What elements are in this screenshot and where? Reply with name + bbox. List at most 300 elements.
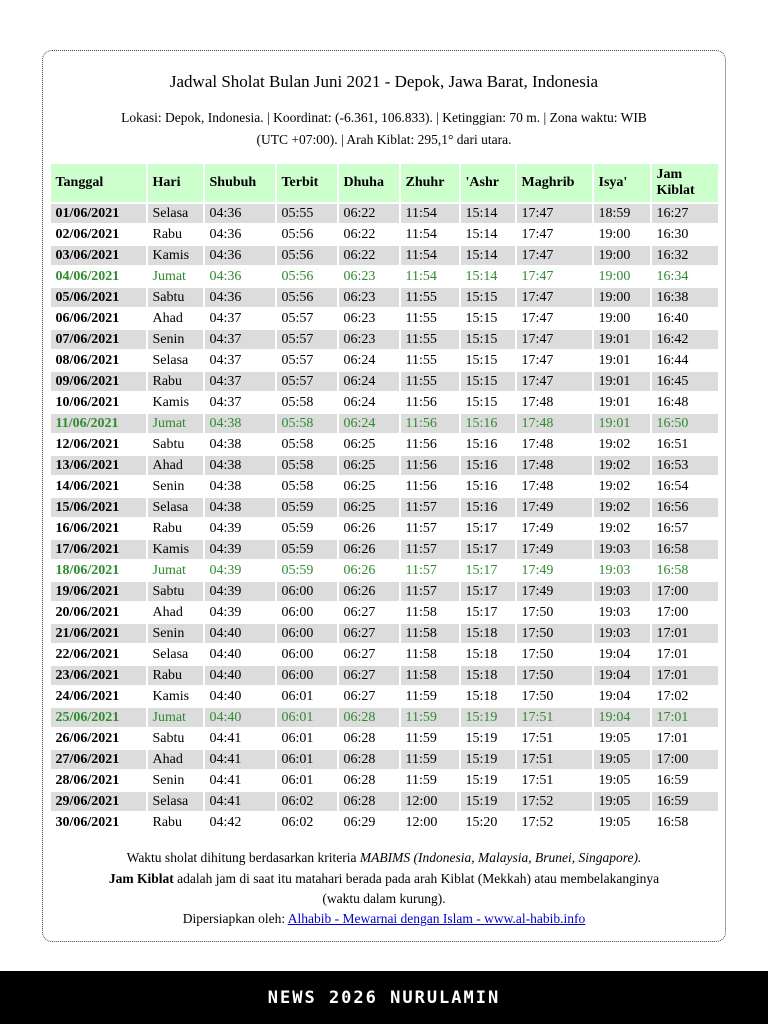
table-cell: 16:59 — [652, 792, 718, 811]
table-cell: 10/06/2021 — [55, 395, 120, 411]
table-cell: 04:36 — [209, 269, 242, 285]
table-cell: Senin — [152, 479, 185, 495]
table-cell: 15:19 — [465, 731, 498, 747]
table-cell: 06:29 — [343, 815, 376, 831]
table-cell: 03/06/2021 — [51, 246, 146, 265]
table-cell: 19:05 — [598, 815, 631, 831]
table-cell: 11:54 — [401, 246, 459, 265]
table-cell: 17:01 — [652, 666, 718, 685]
table-row — [51, 624, 718, 643]
table-cell: 16:48 — [656, 395, 689, 411]
column-header: Terbit — [277, 164, 337, 202]
table-cell: 22/06/2021 — [55, 647, 120, 663]
table-cell: 19:00 — [598, 269, 631, 285]
prayer-schedule-page — [42, 50, 726, 942]
table-cell: 16:30 — [656, 227, 689, 243]
table-cell: 19:02 — [598, 521, 631, 537]
table-cell: Rabu — [148, 666, 203, 685]
table-cell: 14/06/2021 — [55, 479, 120, 495]
bottom-banner — [0, 971, 768, 1024]
table-cell: 19:00 — [598, 227, 631, 243]
table-cell: 05:58 — [281, 437, 314, 453]
table-cell: 17:49 — [517, 540, 592, 559]
column-header: Jam Kiblat — [652, 164, 718, 202]
table-cell: 17:52 — [517, 792, 592, 811]
table-cell: 06:23 — [339, 288, 399, 307]
table-cell: 19:01 — [594, 330, 650, 349]
table-cell: Kamis — [152, 395, 190, 411]
table-cell: 06:26 — [343, 563, 376, 579]
table-cell: 19:03 — [598, 563, 631, 579]
table-row — [51, 351, 718, 370]
table-cell: 28/06/2021 — [55, 773, 120, 789]
table-row — [51, 288, 718, 307]
table-cell: 17:47 — [521, 311, 554, 327]
table-cell: 19:02 — [594, 498, 650, 517]
table-cell: 15:15 — [465, 353, 498, 369]
table-cell: Rabu — [152, 815, 183, 831]
table-cell: 19:00 — [594, 288, 650, 307]
table-cell: 05/06/2021 — [51, 288, 146, 307]
table-row — [51, 435, 718, 454]
table-cell: 30/06/2021 — [55, 815, 120, 831]
table-cell: 25/06/2021 — [51, 708, 146, 727]
table-row — [51, 750, 718, 769]
table-cell: 17:02 — [656, 689, 689, 705]
table-row — [51, 246, 718, 265]
table-cell: 19:04 — [598, 689, 631, 705]
table-cell: 15:19 — [461, 792, 515, 811]
table-cell: 11:54 — [401, 204, 459, 223]
table-cell: 06:00 — [277, 582, 337, 601]
table-cell: 04:37 — [205, 372, 275, 391]
table-cell: 16:56 — [652, 498, 718, 517]
table-cell: 11:59 — [401, 750, 459, 769]
table-cell: 13/06/2021 — [51, 456, 146, 475]
table-cell: 06:01 — [277, 750, 337, 769]
table-cell: 18:59 — [594, 204, 650, 223]
jam-kiblat-explanation: adalah jam di saat itu matahari berada pada arah Kiblat (Mekkah) atau membelakanginya — [173, 870, 660, 886]
table-cell: 06:23 — [343, 311, 376, 327]
table-cell: 04:40 — [205, 624, 275, 643]
table-cell: 06/06/2021 — [55, 311, 120, 327]
table-cell: 15:19 — [461, 750, 515, 769]
table-cell: 06:27 — [343, 647, 376, 663]
table-cell: 12:00 — [401, 792, 459, 811]
table-cell: Rabu — [152, 521, 183, 537]
table-row — [51, 603, 718, 622]
table-cell: 16:53 — [652, 456, 718, 475]
table-cell: 06:02 — [281, 815, 314, 831]
table-cell: 06:28 — [339, 750, 399, 769]
table-cell: 05:57 — [277, 372, 337, 391]
table-cell: 11:56 — [405, 479, 437, 495]
prayer-times-table — [49, 162, 720, 834]
column-header: Dhuha — [339, 164, 399, 202]
table-cell: Ahad — [152, 605, 183, 621]
table-cell: 04:39 — [205, 582, 275, 601]
location-info-line2: (UTC +07:00). | Arah Kiblat: 295,1° dari utara. — [256, 131, 512, 147]
table-cell: Ahad — [152, 311, 183, 327]
table-cell: Senin — [152, 773, 185, 789]
table-cell: 11:55 — [401, 330, 459, 349]
table-cell: 15:15 — [465, 395, 498, 411]
table-cell: 05:56 — [277, 246, 337, 265]
table-cell: 06:01 — [281, 773, 314, 789]
table-cell: 06:22 — [339, 246, 399, 265]
table-cell: 06:24 — [339, 372, 399, 391]
table-cell: 15:17 — [465, 521, 498, 537]
table-cell: 04:39 — [205, 540, 275, 559]
table-row — [51, 309, 718, 328]
table-cell: Senin — [148, 624, 203, 643]
table-cell: 15:17 — [461, 582, 515, 601]
table-cell: 05:58 — [277, 414, 337, 433]
table-cell: 04:40 — [205, 708, 275, 727]
table-cell: 17:47 — [517, 330, 592, 349]
column-header: Shubuh — [205, 164, 275, 202]
table-cell: 17:47 — [517, 204, 592, 223]
table-cell: 17:51 — [521, 731, 554, 747]
table-cell: 06:00 — [281, 605, 314, 621]
table-cell: 17:47 — [517, 372, 592, 391]
table-cell: 11:56 — [401, 414, 459, 433]
table-cell: 11:54 — [405, 269, 437, 285]
table-cell: 19:04 — [598, 647, 631, 663]
table-cell: 16:38 — [652, 288, 718, 307]
table-cell: 06:00 — [277, 624, 337, 643]
table-cell: 06:00 — [281, 647, 314, 663]
table-cell: Rabu — [148, 372, 203, 391]
table-cell: 06:27 — [339, 624, 399, 643]
table-cell: 04:40 — [205, 666, 275, 685]
table-row — [51, 687, 718, 706]
table-cell: 16:44 — [656, 353, 689, 369]
table-cell: 11/06/2021 — [51, 414, 146, 433]
table-cell: 06:01 — [281, 731, 314, 747]
table-row — [51, 519, 718, 538]
table-cell: 19:05 — [598, 773, 631, 789]
table-cell: 17/06/2021 — [51, 540, 146, 559]
table-cell: 17:49 — [521, 521, 554, 537]
table-cell: Ahad — [148, 456, 203, 475]
table-cell: 19:02 — [598, 479, 631, 495]
table-row — [51, 267, 718, 286]
table-cell: 17:47 — [517, 288, 592, 307]
table-row — [51, 561, 718, 580]
table-row — [51, 393, 718, 412]
table-cell: 05:59 — [277, 540, 337, 559]
table-row — [51, 204, 718, 223]
table-cell: 04:38 — [209, 479, 242, 495]
table-row — [51, 540, 718, 559]
table-cell: 17:50 — [517, 666, 592, 685]
table-cell: 19:01 — [598, 353, 631, 369]
table-cell: 06:26 — [339, 540, 399, 559]
table-cell: 06:28 — [339, 792, 399, 811]
table-cell: 12:00 — [405, 815, 438, 831]
table-cell: 11:58 — [401, 624, 459, 643]
table-cell: 16:45 — [652, 372, 718, 391]
table-row — [51, 330, 718, 349]
table-cell: 15:16 — [461, 414, 515, 433]
table-cell: 16:58 — [652, 540, 718, 559]
table-cell: 04:38 — [205, 456, 275, 475]
table-row — [51, 582, 718, 601]
table-cell: 11:57 — [401, 540, 459, 559]
table-cell: 15:14 — [461, 204, 515, 223]
table-cell: 06:27 — [343, 605, 376, 621]
table-cell: 17:51 — [517, 750, 592, 769]
table-cell: 02/06/2021 — [55, 227, 120, 243]
table-header-row — [51, 164, 718, 202]
table-cell: 17:00 — [652, 750, 718, 769]
table-cell: 16:57 — [656, 521, 689, 537]
table-cell: 15:14 — [465, 227, 498, 243]
table-cell: 16:51 — [656, 437, 689, 453]
table-cell: 04:36 — [205, 288, 275, 307]
table-cell: 15:16 — [461, 498, 515, 517]
table-row — [51, 414, 718, 433]
table-cell: Selasa — [148, 204, 203, 223]
table-cell: 06:27 — [343, 689, 376, 705]
table-cell: 16:58 — [656, 815, 689, 831]
table-cell: Sabtu — [152, 731, 185, 747]
table-row — [51, 813, 718, 832]
table-cell: 17:01 — [656, 647, 689, 663]
table-cell: 17:48 — [521, 395, 554, 411]
table-cell: 11:55 — [401, 288, 459, 307]
table-cell: 05:56 — [277, 288, 337, 307]
table-cell: Kamis — [152, 689, 190, 705]
table-cell: Sabtu — [148, 582, 203, 601]
table-cell: 11:55 — [405, 353, 437, 369]
table-cell: 16/06/2021 — [55, 521, 120, 537]
table-row — [51, 645, 718, 664]
table-cell: 17:47 — [521, 353, 554, 369]
table-cell: 06:22 — [339, 204, 399, 223]
table-cell: 04:41 — [209, 773, 242, 789]
table-cell: 15:18 — [461, 666, 515, 685]
table-cell: 12/06/2021 — [55, 437, 120, 453]
table-cell: 04:37 — [209, 395, 242, 411]
table-cell: 11:56 — [405, 437, 437, 453]
calc-note-criteria: MABIMS (Indonesia, Malaysia, Brunei, Singapore). — [359, 850, 642, 866]
column-header: Tanggal — [51, 164, 146, 202]
table-cell: 19:01 — [598, 395, 631, 411]
table-cell: 15:18 — [465, 689, 498, 705]
table-row — [51, 456, 718, 475]
table-cell: 05:57 — [281, 353, 314, 369]
table-cell: 15:14 — [465, 269, 498, 285]
table-cell: 16:40 — [656, 311, 689, 327]
table-cell: 05:59 — [281, 563, 314, 579]
table-cell: 15:15 — [461, 330, 515, 349]
table-row — [51, 477, 718, 496]
table-cell: 11:57 — [401, 582, 459, 601]
table-cell: 05:58 — [281, 479, 314, 495]
table-cell: 06:28 — [339, 708, 399, 727]
alhabib-link[interactable]: Alhabib - Mewarnai dengan Islam - www.al-habib.info — [287, 911, 586, 927]
column-header: Zhuhr — [401, 164, 459, 202]
table-cell: 19/06/2021 — [51, 582, 146, 601]
table-cell: 04:37 — [209, 353, 242, 369]
table-row — [51, 792, 718, 811]
table-cell: 06:23 — [339, 330, 399, 349]
footer-notes — [63, 848, 705, 929]
table-cell: 15:20 — [465, 815, 498, 831]
table-cell: 19:00 — [594, 246, 650, 265]
table-cell: 11:59 — [405, 731, 437, 747]
table-cell: 15:16 — [465, 437, 498, 453]
table-cell: 09/06/2021 — [51, 372, 146, 391]
table-cell: 15:19 — [461, 708, 515, 727]
table-cell: 15:14 — [461, 246, 515, 265]
table-cell: 17:50 — [521, 647, 554, 663]
table-cell: 05:57 — [277, 330, 337, 349]
table-cell: 04:38 — [205, 414, 275, 433]
table-cell: 17:50 — [517, 624, 592, 643]
location-info — [73, 107, 695, 150]
table-cell: 21/06/2021 — [51, 624, 146, 643]
table-cell: 05:58 — [277, 456, 337, 475]
table-cell: 17:47 — [517, 246, 592, 265]
table-cell: Selasa — [148, 792, 203, 811]
table-cell: 17:01 — [656, 731, 689, 747]
table-cell: Kamis — [148, 540, 203, 559]
table-cell: 11:58 — [405, 605, 437, 621]
table-cell: 16:42 — [652, 330, 718, 349]
table-cell: 29/06/2021 — [51, 792, 146, 811]
table-cell: 11:57 — [401, 498, 459, 517]
table-cell: 26/06/2021 — [55, 731, 120, 747]
table-cell: 06:25 — [339, 456, 399, 475]
table-cell: 08/06/2021 — [55, 353, 120, 369]
table-row — [51, 708, 718, 727]
table-cell: 17:50 — [521, 605, 554, 621]
table-cell: 05:55 — [277, 204, 337, 223]
table-cell: 04:38 — [209, 437, 242, 453]
table-cell: 15:15 — [461, 288, 515, 307]
table-cell: 04:40 — [209, 689, 242, 705]
table-cell: Senin — [148, 330, 203, 349]
table-cell: 04:37 — [209, 311, 242, 327]
table-cell: 11:56 — [401, 456, 459, 475]
table-cell: 11:57 — [405, 521, 437, 537]
calc-note-prefix: Waktu sholat dihitung berdasarkan kriteria — [126, 850, 360, 866]
table-cell: 04:36 — [209, 227, 242, 243]
table-cell: 17:00 — [652, 582, 718, 601]
table-cell: 15:15 — [465, 311, 498, 327]
table-cell: 19:03 — [594, 582, 650, 601]
table-cell: 23/06/2021 — [51, 666, 146, 685]
table-cell: 19:03 — [594, 540, 650, 559]
table-cell: 15/06/2021 — [51, 498, 146, 517]
table-cell: 16:32 — [652, 246, 718, 265]
table-row — [51, 225, 718, 244]
table-cell: 11:56 — [405, 395, 437, 411]
table-cell: 15:17 — [461, 540, 515, 559]
table-cell: 04:41 — [205, 792, 275, 811]
table-cell: 17:00 — [656, 605, 689, 621]
table-cell: 05:58 — [281, 395, 314, 411]
table-cell: 17:49 — [521, 563, 554, 579]
table-cell: 15:18 — [465, 647, 498, 663]
table-cell: Kamis — [148, 246, 203, 265]
table-cell: 11:57 — [405, 563, 437, 579]
table-row — [51, 372, 718, 391]
table-row — [51, 771, 718, 790]
table-cell: 19:01 — [594, 372, 650, 391]
table-cell: 06:22 — [343, 227, 376, 243]
table-cell: 15:17 — [465, 563, 498, 579]
table-cell: 11:55 — [405, 311, 437, 327]
table-cell: 11:59 — [405, 773, 437, 789]
column-header: 'Ashr — [461, 164, 515, 202]
table-cell: 19:05 — [594, 750, 650, 769]
table-cell: 17:01 — [652, 708, 718, 727]
table-cell: 04:39 — [209, 605, 242, 621]
table-cell: Selasa — [148, 498, 203, 517]
table-cell: 04:37 — [205, 330, 275, 349]
table-cell: 06:25 — [339, 498, 399, 517]
table-cell: 17:48 — [517, 414, 592, 433]
location-info-line1: Lokasi: Depok, Indonesia. | Koordinat: (-6.361, 106.833). | Ketinggian: 70 m. | Zona waktu: WIB — [121, 110, 647, 126]
table-cell: 04/06/2021 — [55, 269, 120, 285]
table-cell: 17:47 — [521, 227, 554, 243]
table-cell: 07/06/2021 — [51, 330, 146, 349]
table-cell: 15:16 — [461, 456, 515, 475]
table-cell: 11:58 — [401, 666, 459, 685]
table-cell: 04:39 — [209, 563, 242, 579]
table-cell: 06:02 — [277, 792, 337, 811]
table-cell: 04:36 — [205, 246, 275, 265]
table-cell: 15:17 — [465, 605, 498, 621]
table-cell: 06:28 — [343, 731, 376, 747]
table-cell: 17:51 — [517, 708, 592, 727]
prepared-by-label: Dipersiapkan oleh: — [182, 911, 288, 927]
table-cell: 15:16 — [465, 479, 498, 495]
table-cell: 04:41 — [209, 731, 242, 747]
table-cell: 06:23 — [343, 269, 376, 285]
table-cell: 16:58 — [656, 563, 689, 579]
table-cell: 06:25 — [343, 479, 376, 495]
table-cell: 17:52 — [521, 815, 554, 831]
table-cell: 06:24 — [343, 353, 376, 369]
table-row — [51, 666, 718, 685]
page-title: Jadwal Sholat Bulan Juni 2021 - Depok, Jawa Barat, Indonesia — [169, 72, 599, 91]
table-cell: Selasa — [152, 647, 189, 663]
table-cell: 15:15 — [461, 372, 515, 391]
table-cell: 19:04 — [594, 666, 650, 685]
table-cell: 01/06/2021 — [51, 204, 146, 223]
table-cell: 11:58 — [405, 647, 437, 663]
table-cell: 06:25 — [343, 437, 376, 453]
table-cell: 17:47 — [521, 269, 554, 285]
table-cell: 05:56 — [281, 269, 314, 285]
table-cell: Sabtu — [148, 288, 203, 307]
table-cell: 04:39 — [209, 521, 242, 537]
table-cell: 06:00 — [277, 666, 337, 685]
table-cell: 19:03 — [594, 624, 650, 643]
table-cell: 11:54 — [405, 227, 437, 243]
table-cell: Selasa — [152, 353, 189, 369]
table-cell: 06:01 — [281, 689, 314, 705]
table-cell: 04:41 — [205, 750, 275, 769]
table-cell: Rabu — [152, 227, 183, 243]
table-cell: 15:18 — [461, 624, 515, 643]
table-cell: 06:26 — [343, 521, 376, 537]
